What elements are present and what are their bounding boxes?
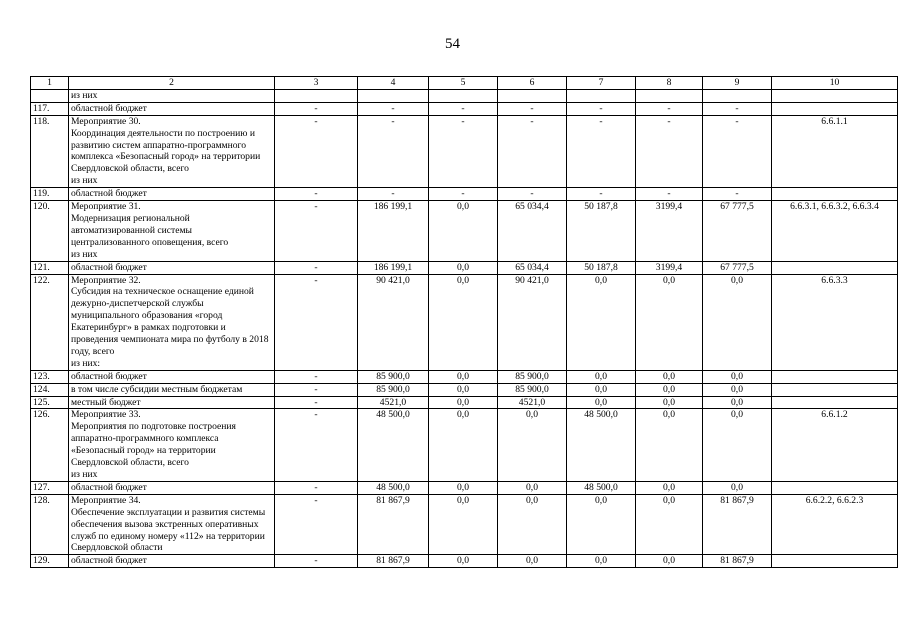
col6-cell (498, 89, 567, 102)
col9-cell (703, 89, 772, 102)
col9-cell: - (703, 115, 772, 187)
table-row (31, 201, 898, 262)
col4-cell (358, 89, 429, 102)
header-cell: 7 (567, 77, 636, 90)
row-name: областной бюджет (69, 261, 275, 274)
col10-cell (772, 102, 898, 115)
col6-cell: - (498, 115, 567, 187)
col6-cell: 65 034,4 (498, 261, 567, 274)
table-row (31, 261, 898, 274)
col6-cell: 85 900,0 (498, 370, 567, 383)
col8-cell (636, 89, 703, 102)
col3-cell: - (275, 396, 358, 409)
table-row (31, 188, 898, 201)
col4-cell: 48 500,0 (358, 481, 429, 494)
header-cell: 8 (636, 77, 703, 90)
col3-cell: - (275, 494, 358, 555)
col8-cell: 0,0 (636, 481, 703, 494)
header-cell: 3 (275, 77, 358, 90)
row-number: 125. (31, 396, 69, 409)
col7-cell: 48 500,0 (567, 481, 636, 494)
row-name: из них (69, 89, 275, 102)
row-number: 117. (31, 102, 69, 115)
col9-cell: 81 867,9 (703, 555, 772, 568)
row-name: областной бюджет (69, 102, 275, 115)
col5-cell: 0,0 (429, 396, 498, 409)
row-name: областной бюджет (69, 370, 275, 383)
row-name: Мероприятие 34. Обеспечение эксплуатации и развития системы обеспечения вызова экстренных оперативных служб по единому номеру «112» на территории Свердловской области (69, 494, 275, 555)
col3-cell: - (275, 274, 358, 370)
col10-cell: 6.6.1.2 (772, 409, 898, 481)
col8-cell: 0,0 (636, 409, 703, 481)
col7-cell: - (567, 188, 636, 201)
col3-cell: - (275, 481, 358, 494)
col5-cell: - (429, 115, 498, 187)
col10-cell (772, 481, 898, 494)
col6-cell: 65 034,4 (498, 201, 567, 262)
col10-cell: 6.6.3.3 (772, 274, 898, 370)
header-cell: 5 (429, 77, 498, 90)
col6-cell: 0,0 (498, 494, 567, 555)
col9-cell: 0,0 (703, 370, 772, 383)
col7-cell: 50 187,8 (567, 201, 636, 262)
header-cell: 6 (498, 77, 567, 90)
col4-cell: 81 867,9 (358, 494, 429, 555)
col3-cell (275, 89, 358, 102)
col10-cell (772, 555, 898, 568)
col8-cell: - (636, 188, 703, 201)
table-row (31, 494, 898, 555)
col9-cell: 67 777,5 (703, 261, 772, 274)
col7-cell: 50 187,8 (567, 261, 636, 274)
col3-cell: - (275, 115, 358, 187)
col5-cell: 0,0 (429, 370, 498, 383)
col7-cell: 48 500,0 (567, 409, 636, 481)
col7-cell (567, 89, 636, 102)
col5-cell: - (429, 102, 498, 115)
table-row (31, 102, 898, 115)
table-row (31, 409, 898, 481)
col3-cell: - (275, 370, 358, 383)
table-row (31, 370, 898, 383)
col4-cell: 48 500,0 (358, 409, 429, 481)
table-row (31, 89, 898, 102)
col9-cell: 67 777,5 (703, 201, 772, 262)
table-row (31, 555, 898, 568)
col3-cell: - (275, 261, 358, 274)
col6-cell: 85 900,0 (498, 383, 567, 396)
col3-cell: - (275, 188, 358, 201)
row-number: 121. (31, 261, 69, 274)
header-cell: 1 (31, 77, 69, 90)
row-name: Мероприятие 31. Модернизация региональной автоматизированной системы централизованного оповещения, всего из них (69, 201, 275, 262)
col7-cell: 0,0 (567, 396, 636, 409)
row-name: в том числе субсидии местным бюджетам (69, 383, 275, 396)
col9-cell: - (703, 188, 772, 201)
col6-cell: - (498, 102, 567, 115)
header-cell: 10 (772, 77, 898, 90)
col4-cell: - (358, 115, 429, 187)
col8-cell: 3199,4 (636, 261, 703, 274)
col9-cell: 0,0 (703, 481, 772, 494)
col5-cell: 0,0 (429, 261, 498, 274)
col4-cell: - (358, 102, 429, 115)
col10-cell (772, 396, 898, 409)
col8-cell: 0,0 (636, 274, 703, 370)
col4-cell: 186 199,1 (358, 201, 429, 262)
col5-cell: - (429, 188, 498, 201)
row-name: областной бюджет (69, 555, 275, 568)
col10-cell (772, 383, 898, 396)
row-name: Мероприятие 32. Субсидия на техническое оснащение единой дежурно-диспетчерской службы муниципального образования «город Екатеринбург» в рамках подготовки и проведения чемпионата мира по футболу в 2018 году, всего из них: (69, 274, 275, 370)
col8-cell: 0,0 (636, 370, 703, 383)
row-number: 122. (31, 274, 69, 370)
col4-cell: 85 900,0 (358, 383, 429, 396)
col9-cell: 81 867,9 (703, 494, 772, 555)
col10-cell: 6.6.1.1 (772, 115, 898, 187)
col4-cell: 4521,0 (358, 396, 429, 409)
col10-cell: 6.6.2.2, 6.6.2.3 (772, 494, 898, 555)
col3-cell: - (275, 555, 358, 568)
col5-cell: 0,0 (429, 481, 498, 494)
col10-cell (772, 261, 898, 274)
col8-cell: - (636, 102, 703, 115)
table-row (31, 383, 898, 396)
col7-cell: 0,0 (567, 383, 636, 396)
col6-cell: - (498, 188, 567, 201)
row-number: 119. (31, 188, 69, 201)
col5-cell: 0,0 (429, 494, 498, 555)
table-row (31, 481, 898, 494)
table-row (31, 115, 898, 187)
col5-cell (429, 89, 498, 102)
col9-cell: 0,0 (703, 274, 772, 370)
col8-cell: - (636, 115, 703, 187)
row-number: 118. (31, 115, 69, 187)
row-number (31, 89, 69, 102)
page-number: 54 (445, 36, 460, 52)
col5-cell: 0,0 (429, 201, 498, 262)
col3-cell: - (275, 383, 358, 396)
col4-cell: 81 867,9 (358, 555, 429, 568)
row-number: 124. (31, 383, 69, 396)
col7-cell: - (567, 115, 636, 187)
col4-cell: 85 900,0 (358, 370, 429, 383)
row-name: областной бюджет (69, 481, 275, 494)
col6-cell: 0,0 (498, 409, 567, 481)
col8-cell: 0,0 (636, 494, 703, 555)
header-cell: 2 (69, 77, 275, 90)
col7-cell: 0,0 (567, 370, 636, 383)
col7-cell: 0,0 (567, 274, 636, 370)
col9-cell: 0,0 (703, 396, 772, 409)
col5-cell: 0,0 (429, 555, 498, 568)
row-number: 120. (31, 201, 69, 262)
header-cell: 4 (358, 77, 429, 90)
row-name: областной бюджет (69, 188, 275, 201)
table-row (31, 396, 898, 409)
col8-cell: 0,0 (636, 396, 703, 409)
col10-cell: 6.6.3.1, 6.6.3.2, 6.6.3.4 (772, 201, 898, 262)
col4-cell: 186 199,1 (358, 261, 429, 274)
col6-cell: 4521,0 (498, 396, 567, 409)
header-cell: 9 (703, 77, 772, 90)
row-number: 127. (31, 481, 69, 494)
col5-cell: 0,0 (429, 383, 498, 396)
row-number: 129. (31, 555, 69, 568)
col3-cell: - (275, 201, 358, 262)
row-number: 126. (31, 409, 69, 481)
col8-cell: 0,0 (636, 555, 703, 568)
col7-cell: 0,0 (567, 494, 636, 555)
budget-table (30, 76, 898, 568)
col8-cell: 0,0 (636, 383, 703, 396)
col3-cell: - (275, 102, 358, 115)
col3-cell: - (275, 409, 358, 481)
col10-cell (772, 370, 898, 383)
col8-cell: 3199,4 (636, 201, 703, 262)
row-name: Мероприятие 30. Координация деятельности по построению и развитию систем аппаратно-программного комплекса «Безопасный город» на территории Свердловской области, всего из них (69, 115, 275, 187)
col6-cell: 0,0 (498, 481, 567, 494)
col9-cell: - (703, 102, 772, 115)
row-number: 123. (31, 370, 69, 383)
col10-cell (772, 188, 898, 201)
col6-cell: 0,0 (498, 555, 567, 568)
col4-cell: 90 421,0 (358, 274, 429, 370)
col5-cell: 0,0 (429, 274, 498, 370)
col5-cell: 0,0 (429, 409, 498, 481)
col9-cell: 0,0 (703, 383, 772, 396)
table-header-row (31, 77, 898, 90)
col7-cell: 0,0 (567, 555, 636, 568)
col10-cell (772, 89, 898, 102)
col4-cell: - (358, 188, 429, 201)
col9-cell: 0,0 (703, 409, 772, 481)
col6-cell: 90 421,0 (498, 274, 567, 370)
row-name: Мероприятие 33. Мероприятия по подготовке построения аппаратно-программного комплекса «Безопасный город» на территории Свердловской области, всего из них (69, 409, 275, 481)
row-name: местный бюджет (69, 396, 275, 409)
col7-cell: - (567, 102, 636, 115)
row-number: 128. (31, 494, 69, 555)
table-row (31, 274, 898, 370)
